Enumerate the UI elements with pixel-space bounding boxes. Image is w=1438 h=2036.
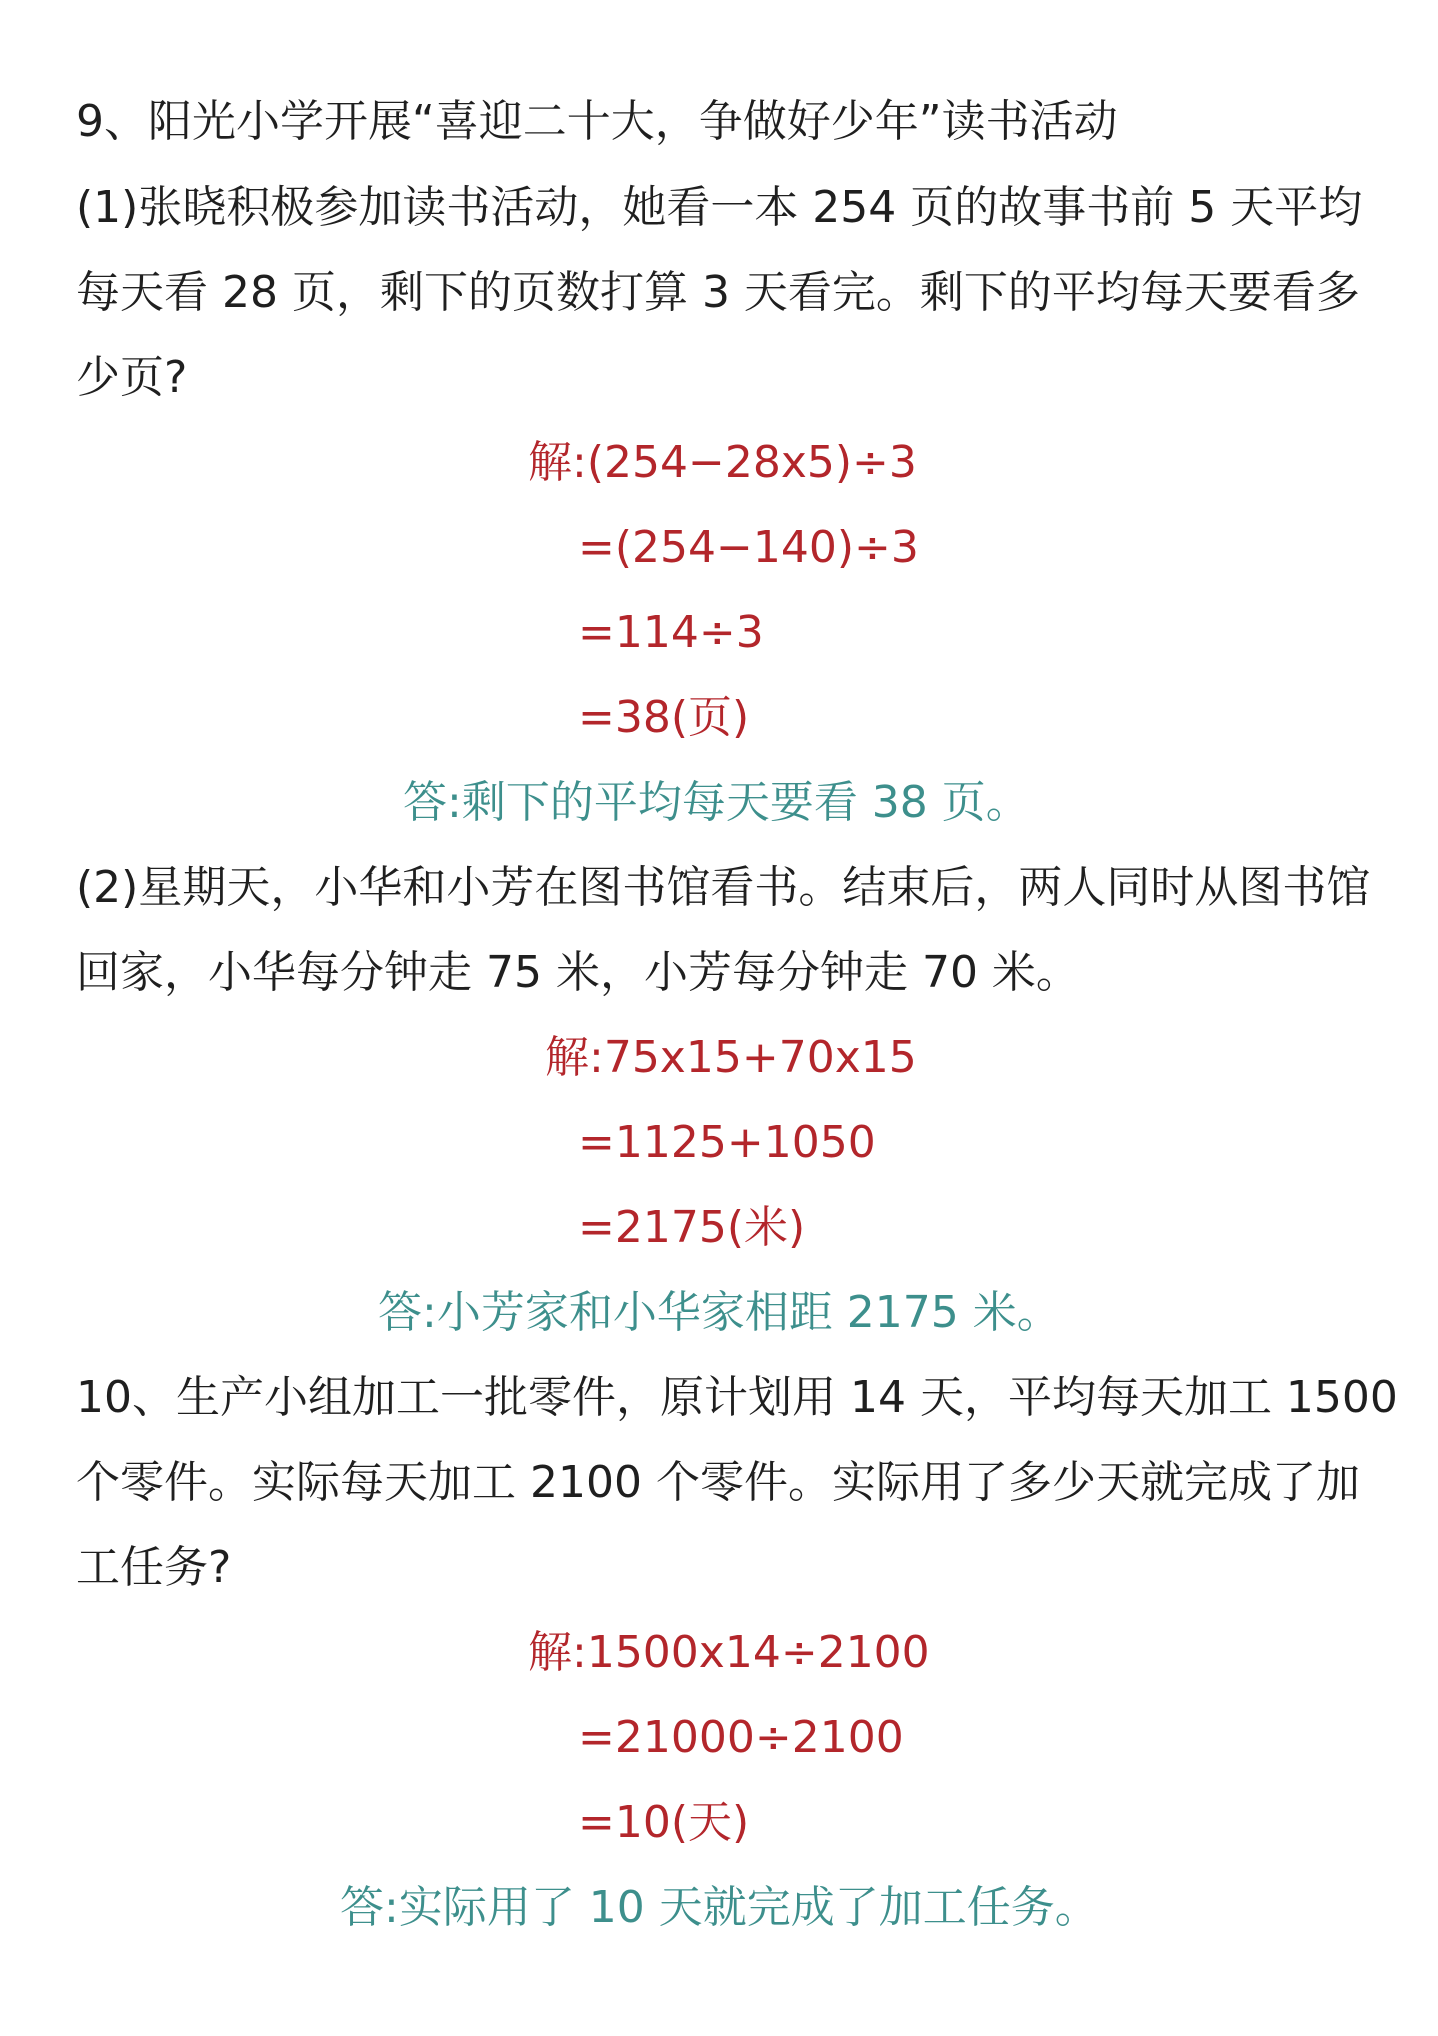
problem-9-part2-question-line-1: (2)星期天，小华和小芳在图书馆看书。结束后，两人同时从图书馆	[76, 862, 1371, 913]
problem-9-part2-question-line-2: 回家，小华每分钟走 75 米，小芳每分钟走 70 米。	[76, 947, 1080, 998]
problem-9-part2-solution-line-1: 解:75x15+70x15	[545, 1032, 917, 1083]
problem-10-solution-line-2: =21000÷2100	[578, 1712, 904, 1763]
problem-9-part1-question-line-2: 每天看 28 页，剩下的页数打算 3 天看完。剩下的平均每天要看多	[76, 267, 1360, 318]
problem-9-part2-answer: 答:小芳家和小华家相距 2175 米。	[378, 1287, 1061, 1338]
problem-9-title: 9、阳光小学开展“喜迎二十大，争做好少年”读书活动	[76, 96, 1118, 147]
problem-10-question-line-1: 10、生产小组加工一批零件，原计划用 14 天，平均每天加工 1500	[76, 1372, 1398, 1423]
problem-9-part1-solution-line-2: =(254−140)÷3	[578, 522, 919, 573]
problem-9-part2-solution-line-3: =2175(米)	[578, 1202, 806, 1253]
problem-10-solution-line-1: 解:1500x14÷2100	[528, 1627, 930, 1678]
problem-9-part1-question-line-1: (1)张晓积极参加读书活动，她看一本 254 页的故事书前 5 天平均	[76, 182, 1363, 233]
problem-9-part1-solution-line-1: 解:(254−28x5)÷3	[528, 437, 917, 488]
problem-10-solution-line-3: =10(天)	[578, 1797, 750, 1848]
problem-9-part1-solution-line-4: =38(页)	[578, 692, 750, 743]
problem-9-part1-solution-line-3: =114÷3	[578, 607, 764, 658]
problem-10-question-line-2: 个零件。实际每天加工 2100 个零件。实际用了多少天就完成了加	[76, 1457, 1360, 1508]
problem-10-answer: 答:实际用了 10 天就完成了加工任务。	[340, 1882, 1099, 1933]
problem-10-question-line-3: 工任务?	[76, 1542, 232, 1593]
problem-9-part1-answer: 答:剩下的平均每天要看 38 页。	[403, 777, 1030, 828]
problem-9-part2-solution-line-2: =1125+1050	[578, 1117, 876, 1168]
problem-9-part1-question-line-3: 少页?	[76, 352, 188, 403]
